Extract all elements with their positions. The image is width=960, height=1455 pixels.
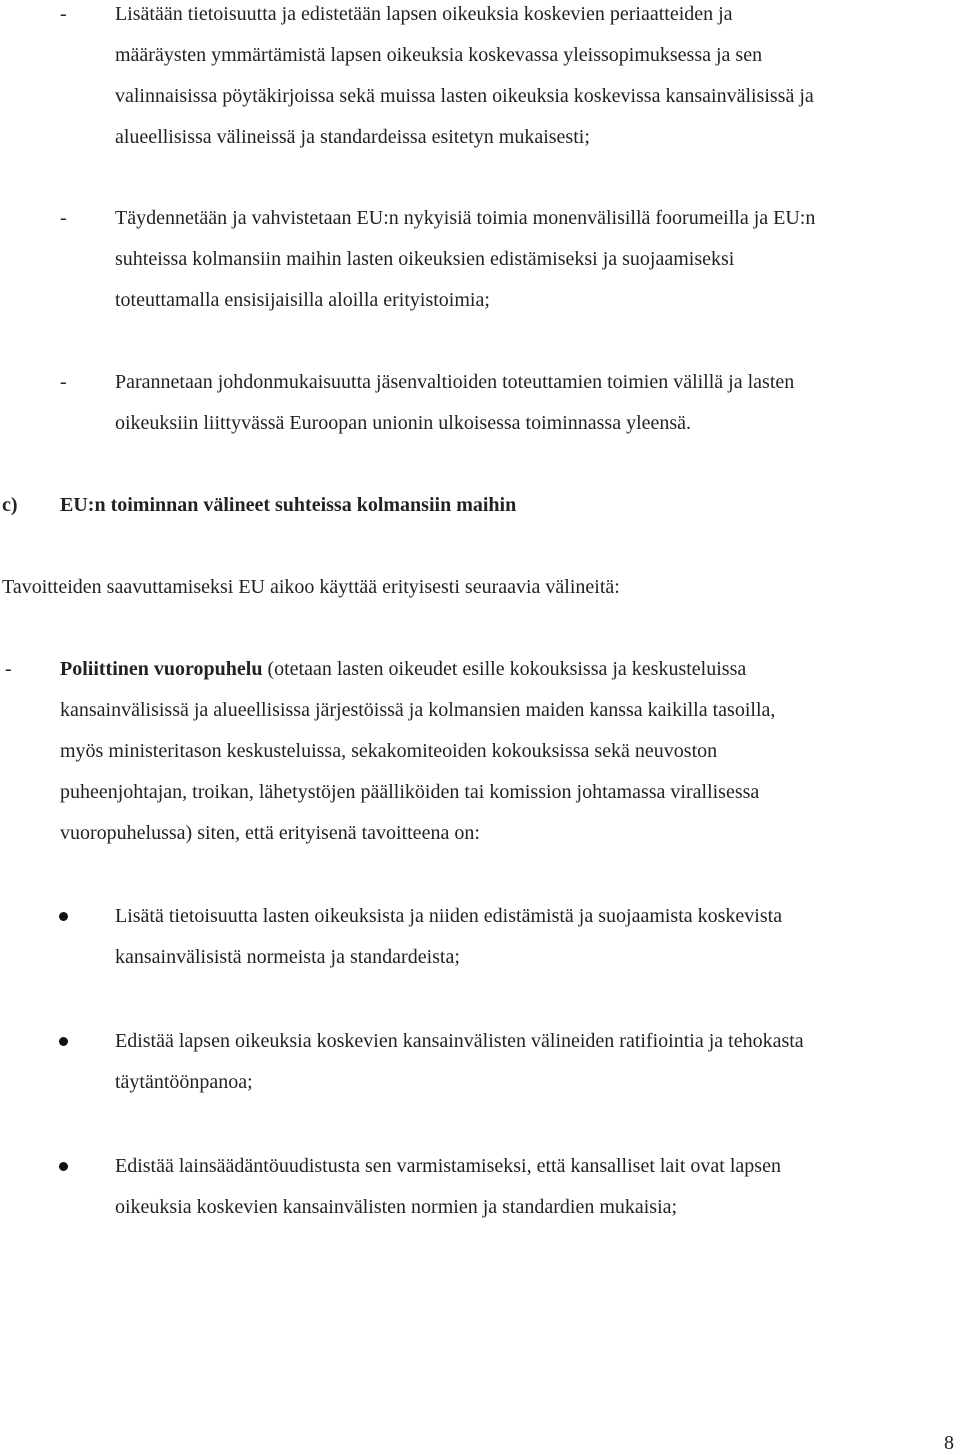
list-item-line: oikeuksiin liittyvässä Euroopan unionin ulkoisessa toiminnassa yleensä. bbox=[115, 412, 692, 434]
list-item-line: Lisätään tietoisuutta ja edistetään lapsen oikeuksia koskevien periaatteiden ja bbox=[115, 3, 733, 25]
bullet-item-line: Edistää lapsen oikeuksia koskevien kansainvälisten välineiden ratifiointia ja tehokasta bbox=[115, 1030, 804, 1052]
section-title: EU:n toiminnan välineet suhteissa kolmansiin maihin bbox=[60, 494, 517, 516]
list-dash: - bbox=[60, 371, 67, 393]
list-item-line: määräysten ymmärtämistä lapsen oikeuksia koskevassa yleissopimuksessa ja sen bbox=[115, 44, 763, 66]
bullet-item-line: täytäntöönpanoa; bbox=[115, 1071, 253, 1093]
list-item-line: alueellisissa välineissä ja standardeissa esitetyn mukaisesti; bbox=[115, 126, 590, 148]
list-dash: - bbox=[5, 658, 12, 680]
bullet-icon bbox=[59, 912, 68, 921]
list-item-line: Täydennetään ja vahvistetaan EU:n nykyisiä toimia monenvälisillä foorumeilla ja EU:n bbox=[115, 207, 816, 229]
bullet-item-line: oikeuksia koskevien kansainvälisten normien ja standardien mukaisia; bbox=[115, 1196, 678, 1218]
section-label: c) bbox=[2, 494, 18, 516]
list-dash: - bbox=[60, 207, 67, 229]
list-item-line: Parannetaan johdonmukaisuutta jäsenvaltioiden toteuttamien toimien välillä ja lasten bbox=[115, 371, 795, 393]
dialogue-first-line-rest: (otetaan lasten oikeudet esille kokouksissa ja keskusteluissa bbox=[262, 658, 747, 680]
list-item-line: suhteissa kolmansiin maihin lasten oikeuksien edistämiseksi ja suojaamiseksi bbox=[115, 248, 735, 270]
bullet-item-line: kansainvälisistä normeista ja standardeista; bbox=[115, 946, 460, 968]
dialogue-line: myös ministeritason keskusteluissa, sekakomiteoiden kokouksissa sekä neuvoston bbox=[60, 740, 718, 762]
bullet-icon bbox=[59, 1037, 68, 1046]
bullet-item-line: Lisätä tietoisuutta lasten oikeuksista ja niiden edistämistä ja suojaamista koskevista bbox=[115, 905, 783, 927]
dialogue-line: puheenjohtajan, troikan, lähetystöjen päälliköiden tai komission johtamassa virallisessa bbox=[60, 781, 760, 803]
list-dash: - bbox=[60, 3, 67, 25]
dialogue-line: kansainvälisissä ja alueellisissa järjestöissä ja kolmansien maiden kanssa kaikilla tasoilla, bbox=[60, 699, 776, 721]
list-item-line: valinnaisissa pöytäkirjoissa sekä muissa lasten oikeuksia koskevissa kansainvälisissä ja bbox=[115, 85, 814, 107]
dialogue-term: Poliittinen vuoropuhelu bbox=[60, 658, 263, 680]
dialogue-line: vuoropuhelussa) siten, että erityisenä tavoitteena on: bbox=[60, 822, 480, 844]
bullet-icon bbox=[59, 1162, 68, 1171]
intro-paragraph: Tavoitteiden saavuttamiseksi EU aikoo käyttää erityisesti seuraavia välineitä: bbox=[2, 576, 620, 598]
bullet-item-line: Edistää lainsäädäntöuudistusta sen varmistamiseksi, että kansalliset lait ovat lapsen bbox=[115, 1155, 781, 1177]
list-item-line: toteuttamalla ensisijaisilla aloilla erityistoimia; bbox=[115, 289, 490, 311]
page-number: 8 bbox=[944, 1432, 954, 1454]
dialogue-first-line bbox=[60, 657, 746, 681]
